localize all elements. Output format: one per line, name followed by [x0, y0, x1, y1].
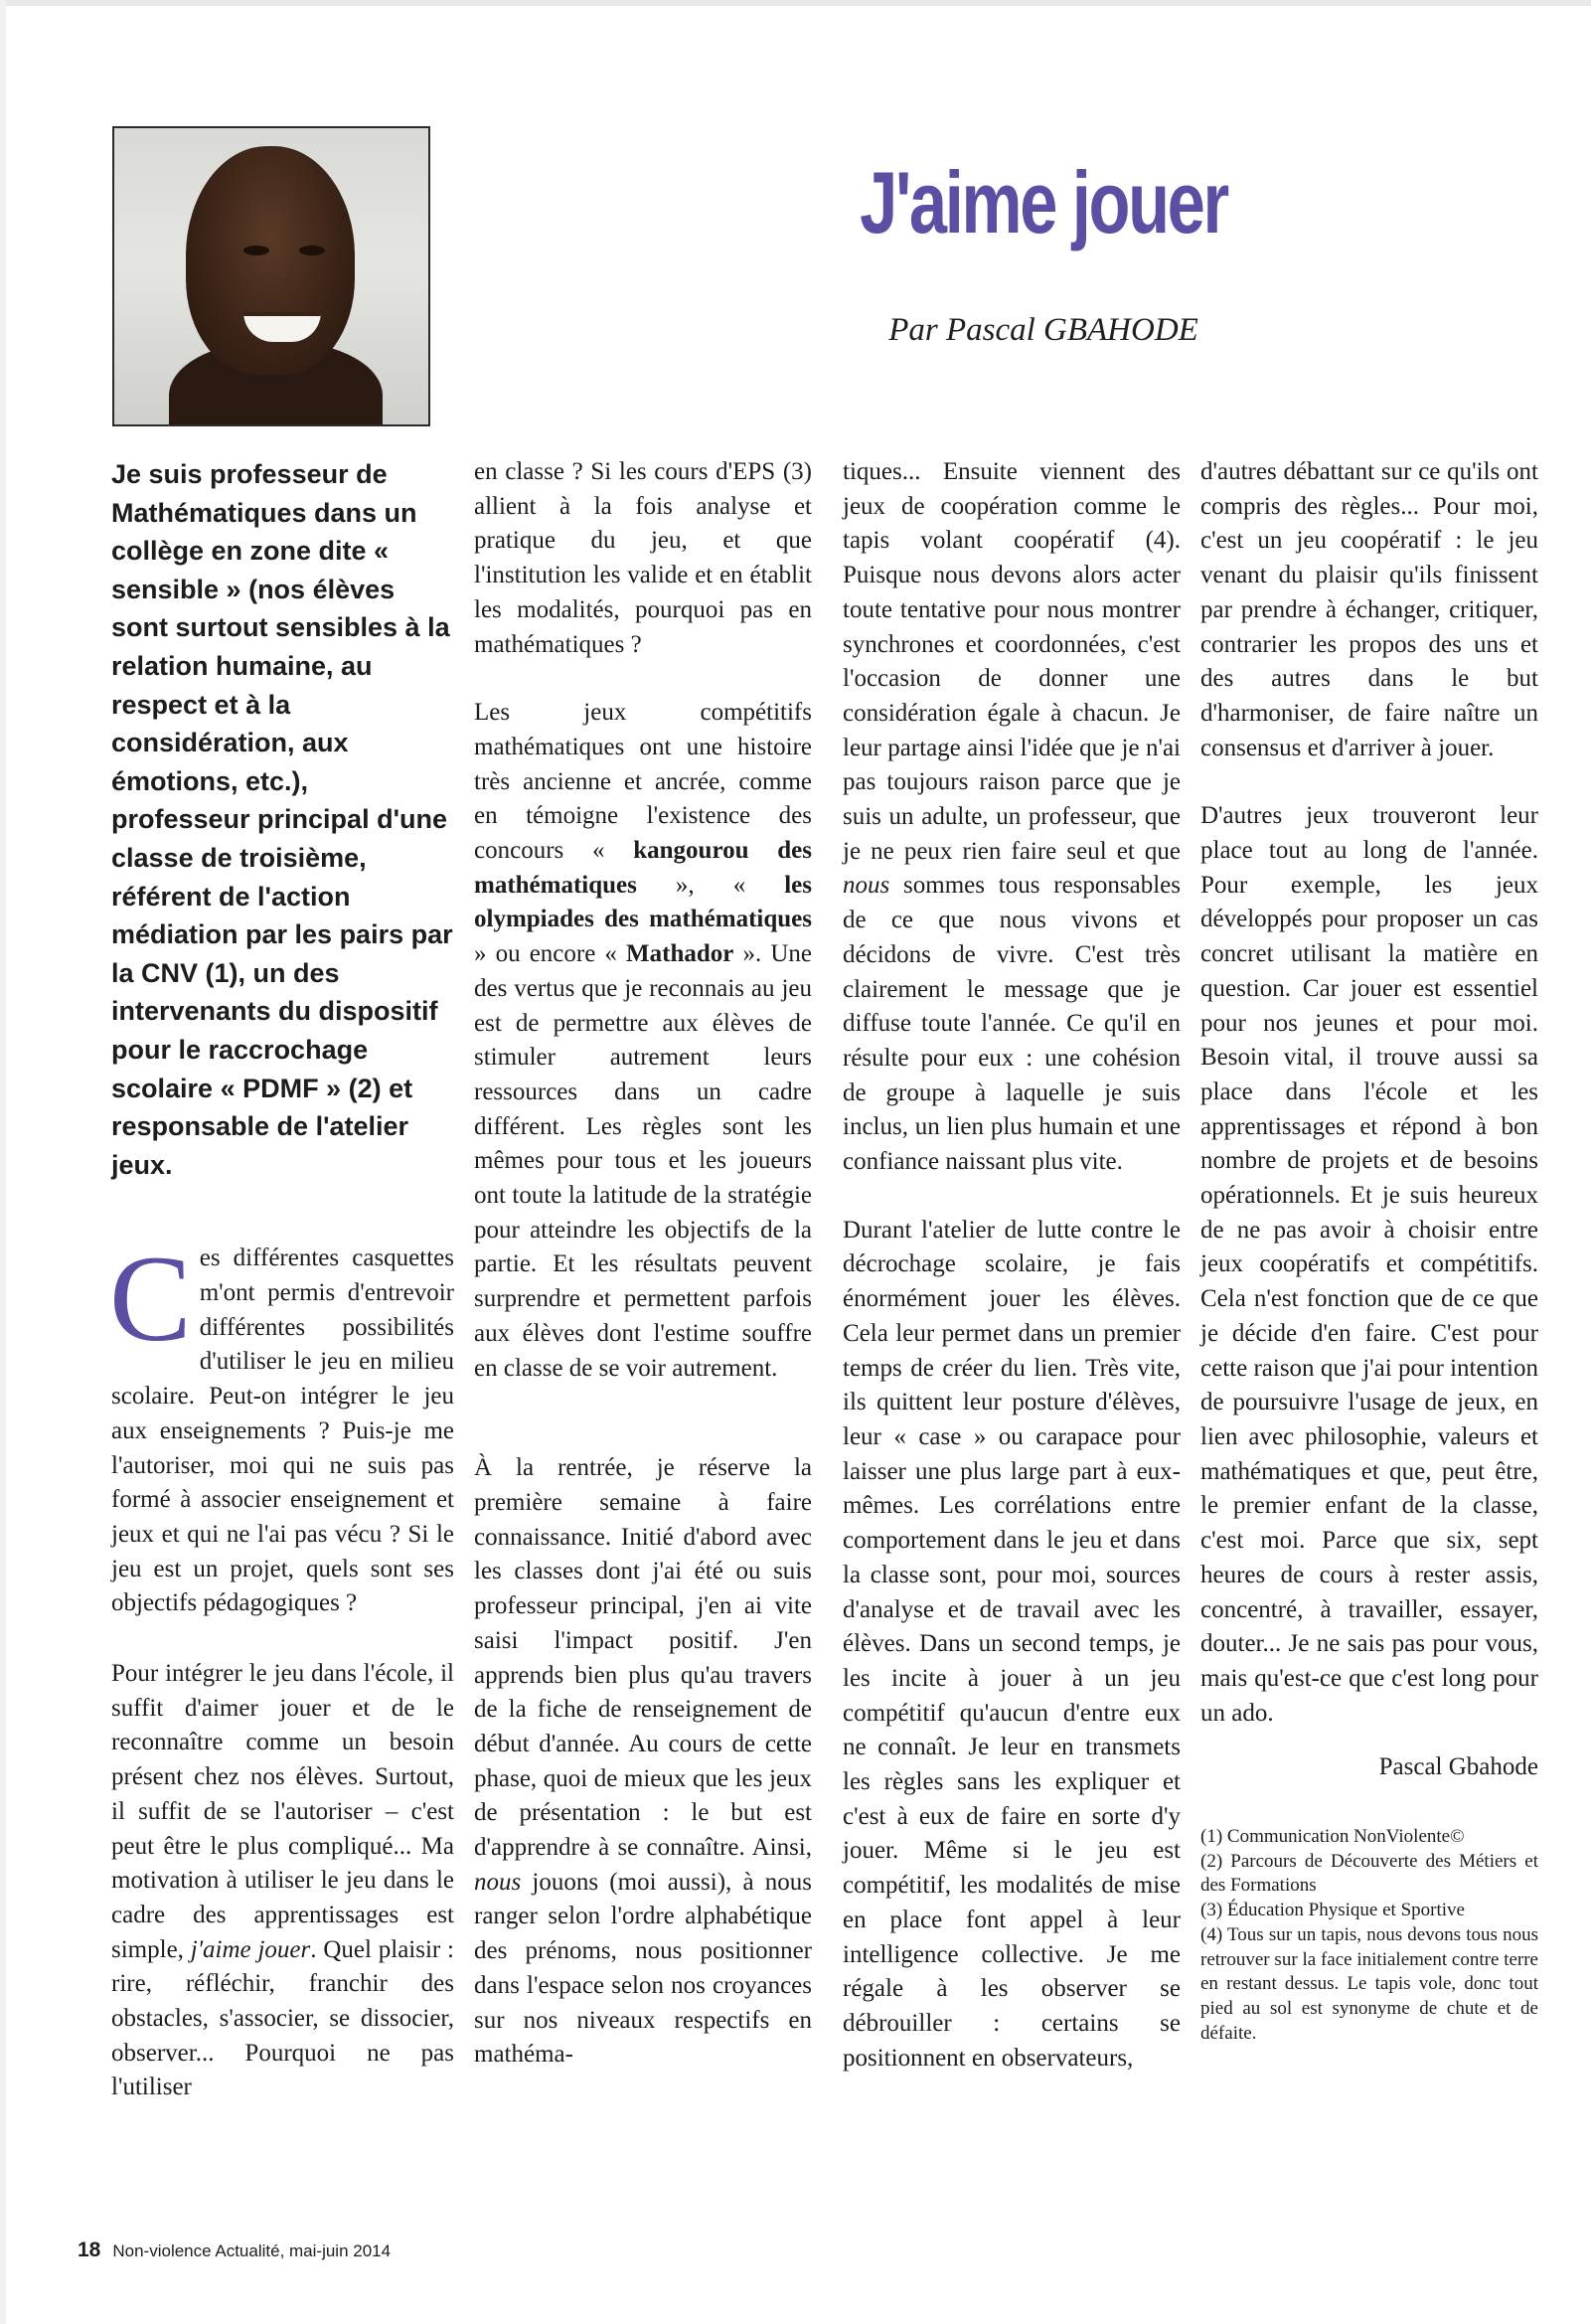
paragraph-2-text: Pour intégrer le jeu dans l'école, il suffit d'aimer jouer et de le reconnaître comme un besoin présent chez nos élèves. Surtout, il suffit de se l'autoriser – c'est peut être le plus compliqué... Ma motivation à utiliser le jeu dans le cadre des apprentissages est simple,: [111, 1660, 454, 1963]
paragraph-4-text: Les jeux compétitifs mathématiques ont une histoire très ancienne et ancrée, comme en témoigne l'existence des concours «: [474, 699, 812, 865]
page-left-edge: [0, 0, 6, 2324]
footnote: (4) Tous sur un tapis, nous devons tous nous retrouver sur la face initialement contre terre en restant dessus. Le tapis vole, donc tout pied au sol est synonyme de chute et de défaite.: [1200, 1923, 1538, 2044]
paragraph-7: Durant l'atelier de lutte contre le décrochage scolaire, je fais énormément jouer les élèves. Cela leur permet dans un premier temps de créer du lien. Très vite, ils quittent leur posture d'élèves, leur « case » ou carapace pour laisser une plus large part à eux-mêmes. Les corrélations entre comportement dans le jeu et dans la classe sont, pour moi, sources d'analyse et de travail avec les élèves. Dans un second temps, je les incite à jouer à un jeu compétitif qu'aucun d'entre eux ne connaît. Je leur en transmets les règles sans les expliquer et c'est à eux de faire en sorte d'y jouer. Même si le jeu est compétitif, les modalités de mise en place font appel à leur intelligence collective. Je me régale à les observer se débrouiller : certains se positionnent en observateurs,: [843, 1216, 1181, 2072]
paragraph-5: [474, 1451, 812, 2073]
paragraph-5-text: À la rentrée, je réserve la première semaine à faire connaissance. Initié d'abord avec les classes dont j'ai été ou suis professeur principal, j'en ai vite saisi l'impact positif. J'en apprends bien plus qu'au travers de la fiche de renseignement de début d'année. Au cours de cette phase, quoi de mieux que les jeux de présentation : le but est d'apprendre à se connaître. Ainsi,: [474, 1454, 812, 1862]
footnote: (3) Éducation Physique et Sportive: [1200, 1900, 1465, 1921]
page-number: 18: [78, 2239, 101, 2261]
column-1: [111, 455, 454, 2105]
column-2: [474, 455, 812, 2073]
author-signature: Pascal Gbahode: [1378, 1753, 1538, 1781]
paragraph-6-text-end: sommes tous responsables de ce que nous vivons et décidons de vivre. C'est très clairement le message que je diffuse toute l'année. Ce qu'il en résulte pour eux : une cohésion de groupe à laquelle je suis inclus, un lien plus humain et une confiance naissant plus vite.: [843, 872, 1181, 1176]
article-byline: Par Pascal GBAHODE: [888, 312, 1198, 348]
drop-cap: C: [109, 1231, 192, 1368]
contest-kangourou: kangourou des mathématiques: [474, 837, 812, 899]
author-photo: [112, 126, 430, 426]
contest-olympiades: les olympiades des mathématiques: [474, 871, 812, 933]
paragraph-9: D'autres jeux trouveront leur place tout au long de l'année. Pour exemple, les jeux développés pour proposer un cas concret utilisant la matière en question. Car jouer est essentiel pour nos jeunes et pour moi. Besoin vital, il trouve aussi sa place dans l'école et les apprentissages et répond à bon nombre de projets et de besoins opérationnels. Et je suis heureux de ne pas avoir à choisir entre jeux coopératifs et compétitifs. Cela n'est fonction que de ce que je décide d'en faire. C'est pour cette raison que j'ai pour intention de poursuivre l'usage de jeux, en lien avec philosophie, valeurs et mathématiques et que, peut être, le premier enfant de la classe, c'est moi. Parce que six, sept heures de cours à rester assis, concentré, à travailler, essayer, douter... Je ne sais pas pour vous, mais qu'est-ce que c'est long pour un ado.: [1200, 802, 1538, 1727]
page-top-edge: [0, 0, 1591, 6]
article-intro: Je suis professeur de Mathématiques dans un collège en zone dite « sensible » (nos élèves sont surtout sensibles à la relation humaine, au respect et à la considération, aux émotions, etc.), professeur principal d'une classe de troisième, référent de l'action médiation par les pairs par la CNV (1), un des intervenants du dispositif pour le raccrochage scolaire « PDMF » (2) et responsable de l'atelier jeux.: [111, 459, 453, 1180]
paragraph-8: d'autres débattant sur ce qu'ils ont compris des règles... Pour moi, c'est un jeu coopératif : le jeu venant du plaisir qu'ils finissent par prendre à échanger, critiquer, contrarier les propos des uns et des autres dans le but d'harmoniser, de faire naître un consensus et d'arriver à jouer.: [1200, 458, 1538, 761]
paragraph-1: [109, 1231, 454, 1621]
paragraph-6-text: tiques... Ensuite viennent des jeux de coopération comme le tapis volant coopératif (4). Puisque nous devons alors acter toute tentative pour nous montrer synchrones et coordonnées, c'est l'occasion de donner une considération égale à chacun. Je leur partage ainsi l'idée que je n'ai pas toujours raison parce que je suis un adulte, un professeur, que je ne peux rien faire seul et que: [843, 458, 1181, 865]
publication-name: Non-violence Actualité, mai-juin 2014: [112, 2241, 392, 2260]
paragraph-2: [111, 1657, 454, 2105]
footnote: (2) Parcours de Découverte des Métiers et des Formations: [1200, 1850, 1538, 1897]
article-title: J'aime jouer: [860, 153, 1227, 251]
footnote: (1) Communication NonViolente©: [1200, 1826, 1465, 1848]
paragraph-5-text-end: jouons (moi aussi), à nous ranger selon l'ordre alphabétique des prénoms, nous positionner dans l'espace selon nos croyances sur nos niveaux respectifs en mathéma-: [474, 1868, 812, 2069]
author-photo-eye-right: [299, 246, 325, 255]
paragraph-4: [474, 696, 812, 1386]
page-footer: [78, 2239, 391, 2262]
paragraph-2-text-end: . Quel plaisir : rire, réfléchir, franchir des obstacles, s'associer, se dissocier, observer... Pourquoi ne pas l'utiliser: [111, 1935, 455, 2101]
author-photo-eye-left: [243, 246, 269, 255]
paragraph-5-emphasis: nous: [474, 1868, 522, 1896]
column-4: [1200, 455, 1538, 2046]
paragraph-6-emphasis: nous: [843, 872, 890, 900]
contest-mathador: Mathador: [626, 940, 734, 968]
paragraph-4-sep-1: », «: [636, 871, 785, 899]
paragraph-4-sep-2: » ou encore «: [474, 940, 627, 968]
paragraph-2-emphasis: j'aime jouer: [190, 1935, 311, 1963]
column-3: [843, 455, 1181, 2075]
paragraph-3: en classe ? Si les cours d'EPS (3) allient à la fois analyse et pratique du jeu, et que l'institution les valide et en établit les modalités, pourquoi pas en mathématiques ?: [474, 458, 812, 658]
paragraph-6: [843, 455, 1181, 1180]
paragraph-4-text-end: ». Une des vertus que je reconnais au jeu est de permettre aux élèves de stimuler autrement leurs ressources dans un cadre différent. Les règles sont les mêmes pour tous et les joueurs ont toute la latitude de la stratégie pour atteindre les objectifs de la partie. Et les résultats peuvent surprendre et permettent parfois aux élèves dont l'estime souffre en classe de se voir autrement.: [474, 940, 812, 1382]
paragraph-1-text: es différentes casquettes m'ont permis d'entrevoir différentes possibilités d'utiliser le jeu en milieu scolaire. Peut-on intégrer le jeu aux enseignements ? Puis-je me l'autoriser, moi qui ne suis pas formé à associer enseignement et jeux et qui ne l'ai pas vécu ? Si le jeu est un projet, quels sont ses objectifs pédagogiques ?: [111, 1245, 454, 1617]
footnotes: [1200, 1825, 1538, 2046]
